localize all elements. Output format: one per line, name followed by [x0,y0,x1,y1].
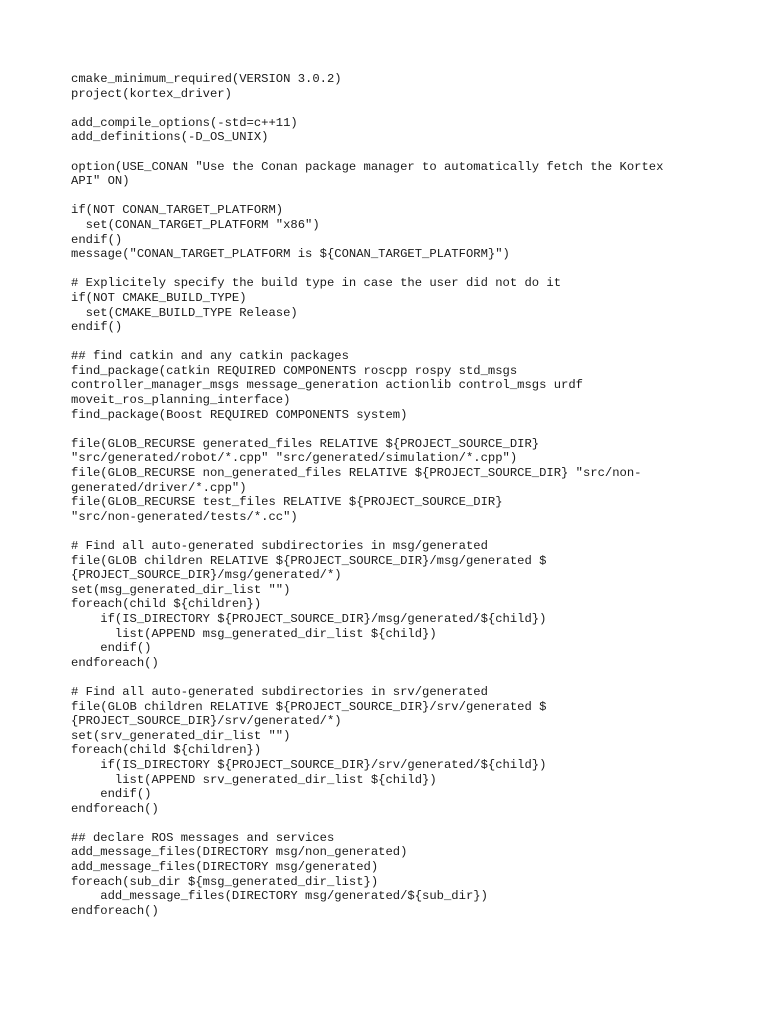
code-line: find_package(Boost REQUIRED COMPONENTS system) [71,407,408,422]
code-line: option(USE_CONAN "Use the Conan package manager to automatically fetch the Kortex [71,159,664,174]
code-line: file(GLOB_RECURSE test_files RELATIVE ${PROJECT_SOURCE_DIR} [71,495,503,510]
code-line: endif() [71,232,123,247]
code-line: endforeach() [71,655,159,670]
code-line: if(NOT CONAN_TARGET_PLATFORM) [71,203,284,218]
code-block [71,831,711,919]
code-line: # Find all auto-generated subdirectories in msg/generated [71,539,488,553]
code-line: set(srv_generated_dir_list "") [71,728,291,743]
code-line: if(IS_DIRECTORY ${PROJECT_SOURCE_DIR}/srv/generated/${child}) [71,757,547,772]
code-line: file(GLOB children RELATIVE ${PROJECT_SOURCE_DIR}/msg/generated $ [71,553,547,568]
code-line: "src/generated/robot/*.cpp" "src/generated/simulation/*.cpp") [71,451,518,466]
code-line: add_definitions(-D_OS_UNIX) [71,130,269,145]
code-line: controller_manager_msgs message_generation actionlib control_msgs urdf [71,378,583,393]
code-line: file(GLOB children RELATIVE ${PROJECT_SOURCE_DIR}/srv/generated $ [71,699,547,714]
code-block [71,685,711,816]
code-line: endif() [71,641,152,656]
code-line: foreach(sub_dir ${msg_generated_dir_list}) [71,874,379,889]
code-line: {PROJECT_SOURCE_DIR}/srv/generated/*) [71,714,342,729]
code-line: if(NOT CMAKE_BUILD_TYPE) [71,290,247,305]
code-line: file(GLOB_RECURSE generated_files RELATIVE ${PROJECT_SOURCE_DIR} [71,436,540,451]
code-line: API" ON) [71,174,130,189]
code-block [71,160,711,189]
code-line: endforeach() [71,903,159,918]
code-block [71,116,711,145]
code-listing [71,72,711,918]
code-block [71,349,711,422]
code-line: endif() [71,320,123,335]
code-line: project(kortex_driver) [71,86,232,101]
code-line: ## find catkin and any catkin packages [71,349,349,364]
code-line: set(CMAKE_BUILD_TYPE Release) [71,305,298,320]
code-line: message("CONAN_TARGET_PLATFORM is ${CONAN_TARGET_PLATFORM}") [71,247,510,262]
code-line: add_message_files(DIRECTORY msg/non_generated) [71,845,408,860]
code-block [71,72,711,101]
code-line: find_package(catkin REQUIRED COMPONENTS roscpp rospy std_msgs [71,363,518,378]
code-line: "src/non-generated/tests/*.cc") [71,509,298,524]
code-line: moveit_ros_planning_interface) [71,393,291,408]
code-line: add_message_files(DIRECTORY msg/generated/${sub_dir}) [71,889,488,904]
code-line: foreach(child ${children}) [71,597,262,612]
code-line: endforeach() [71,801,159,816]
code-line: cmake_minimum_required(VERSION 3.0.2) [71,72,342,86]
code-line: generated/driver/*.cpp") [71,480,247,495]
code-block [71,437,711,525]
code-line: if(IS_DIRECTORY ${PROJECT_SOURCE_DIR}/msg/generated/${child}) [71,611,547,626]
code-block [71,539,711,670]
code-line: list(APPEND srv_generated_dir_list ${child}) [71,772,437,787]
code-line: # Find all auto-generated subdirectories in srv/generated [71,684,488,699]
code-block [71,203,711,261]
code-line: foreach(child ${children}) [71,743,262,758]
code-line: set(msg_generated_dir_list "") [71,582,291,597]
document-page [71,72,711,933]
code-line: list(APPEND msg_generated_dir_list ${child}) [71,626,437,641]
code-line: add_compile_options(-std=c++11) [71,115,298,130]
code-line: # Explicitely specify the build type in case the user did not do it [71,276,562,291]
code-line: ## declare ROS messages and services [71,830,335,845]
code-line: endif() [71,787,152,802]
code-line: file(GLOB_RECURSE non_generated_files RELATIVE ${PROJECT_SOURCE_DIR} "src/non- [71,466,642,481]
code-line: set(CONAN_TARGET_PLATFORM "x86") [71,217,320,232]
code-block [71,276,711,334]
code-line: {PROJECT_SOURCE_DIR}/msg/generated/*) [71,568,342,583]
code-line: add_message_files(DIRECTORY msg/generated) [71,860,379,875]
